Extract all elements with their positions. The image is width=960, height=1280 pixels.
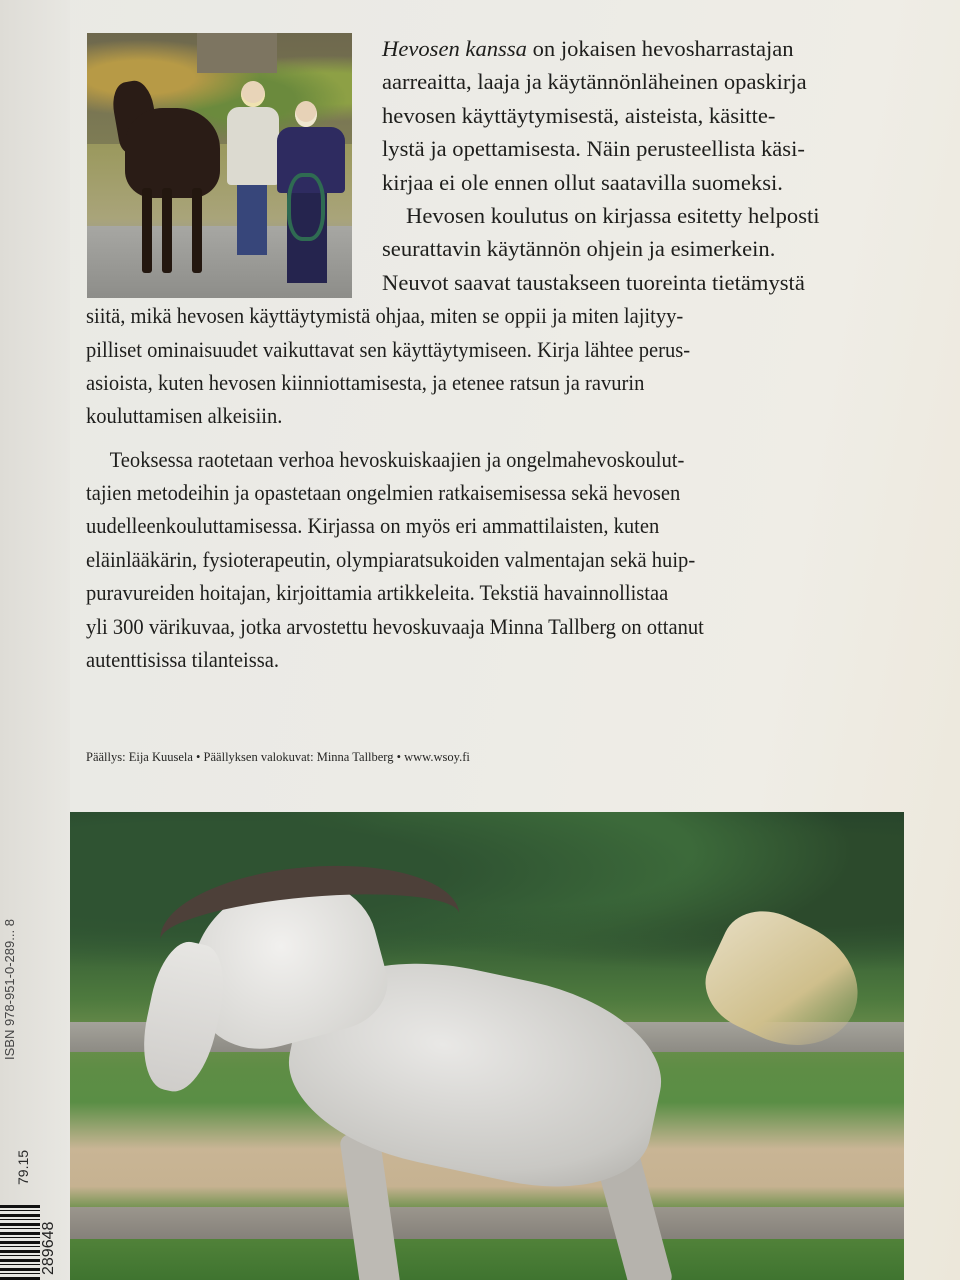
blurb-line: aarreaitta, laaja ja käytännönläheinen opaskirja <box>382 69 807 95</box>
barcode <box>0 1205 40 1280</box>
blurb-line: lystä ja opettamisesta. Näin perusteellista käsi- <box>382 136 805 162</box>
fence-rail-lower <box>70 1207 904 1239</box>
blurb-line: yli 300 värikuvaa, jotka arvostettu hevoskuvaaja Minna Tallberg on ottanut <box>86 613 704 639</box>
blurb-line: siitä, mikä hevosen käyttäytymistä ohjaa, miten se oppii ja miten lajityy- <box>86 303 684 329</box>
blurb-line: puravureiden hoitajan, kirjoittamia artikkeleita. Tekstiä havainnollistaa <box>86 580 669 606</box>
blurb-line: asioista, kuten hevosen kiinniottamisesta, ja etenee ratsun ja ravurin <box>86 369 645 395</box>
blurb-line: eläinlääkärin, fysioterapeutin, olympiaratsukoiden valmentajan sekä huip- <box>86 546 696 572</box>
blurb-line: kirjaa ei ole ennen ollut saatavilla suomeksi. <box>382 169 783 195</box>
book-title-italic: Hevosen kanssa <box>382 36 527 61</box>
cover-left-edge <box>0 0 70 1280</box>
cover-blurb <box>86 32 922 676</box>
isbn-vertical-text: ISBN 978-951-0-289... 8 <box>2 919 17 1060</box>
blurb-line: Hevosen koulutus on kirjassa esitetty helposti <box>406 202 820 228</box>
blurb-line: kouluttamisen alkeisiin. <box>86 403 283 429</box>
blurb-line: pilliset ominaisuudet vaikuttavat sen käyttäytymiseen. Kirja lähtee perus- <box>86 336 691 362</box>
barcode-digits: 289648 <box>40 1221 57 1275</box>
cover-credits: Päällys: Eija Kuusela • Päällyksen valokuvat: Minna Tallberg • www.wsoy.fi <box>86 750 470 764</box>
class-code: 79.15 <box>15 1149 31 1185</box>
blurb-line: Teoksessa raotetaan verhoa hevoskuiskaajien ja ongelmahevoskoulut- <box>109 446 685 472</box>
blurb-line: seurattavin käytännön ohjein ja esimerkein. <box>382 236 776 262</box>
blurb-line: uudelleenkouluttamisessa. Kirjassa on myös eri ammattilaisten, kuten <box>86 513 660 539</box>
blurb-line: hevosen käyttäytymisestä, aisteista, käsitte- <box>382 102 776 128</box>
blurb-line: Neuvot saavat taustakseen tuoreinta tietämystä <box>382 269 805 295</box>
blurb-line: Hevosen kanssa on jokaisen hevosharrastajan <box>382 36 794 61</box>
bottom-photo-grey-horse <box>70 812 904 1280</box>
blurb-line: autenttisissa tilanteissa. <box>86 647 280 673</box>
blurb-line: tajien metodeihin ja opastetaan ongelmien ratkaisemisessa sekä hevosen <box>86 480 681 506</box>
